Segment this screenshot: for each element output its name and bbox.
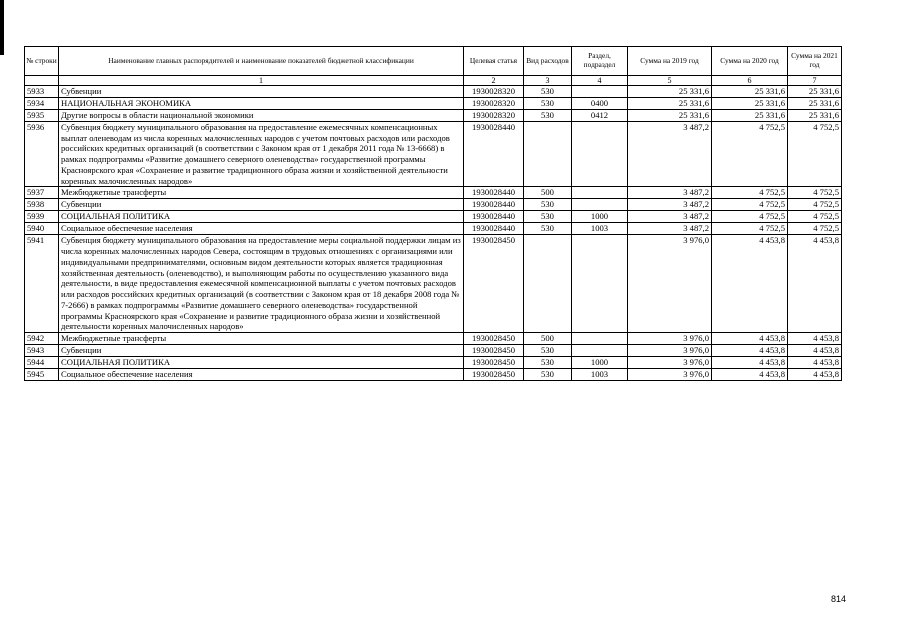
header-name: Наименование главных распорядителей и наименование показателей бюджетной классификации bbox=[59, 47, 464, 76]
row-section: 1003 bbox=[572, 223, 628, 235]
row-expense-kind bbox=[524, 122, 572, 187]
row-sum-2019: 3 487,2 bbox=[628, 122, 712, 187]
table-row bbox=[25, 333, 842, 345]
row-number: 5934 bbox=[25, 98, 59, 110]
row-sum-2020: 4 453,8 bbox=[712, 235, 788, 333]
row-number: 5939 bbox=[25, 211, 59, 223]
row-expense-kind: 530 bbox=[524, 86, 572, 98]
row-target-article: 1930028440 bbox=[464, 199, 524, 211]
row-sum-2020: 25 331,6 bbox=[712, 86, 788, 98]
row-name: Субвенция бюджету муниципального образования на предоставление ежемесячных компенсационных выплат оленеводам из числа коренных малочисленных народов с учетом почтовых расходов или расходов российских кредитных организаций (в соответствии с Законом края от 1 декабря 2011 года № 13-6668) в рамках подпрограммы «Развитие домашнего северного оленеводства» государственной программы Красноярского края «Сохранение и развитие традиционного образа жизни и хозяйственной деятельности коренных малочисленных народов» bbox=[59, 122, 464, 187]
row-sum-2021: 25 331,6 bbox=[788, 86, 842, 98]
row-sum-2019: 25 331,6 bbox=[628, 110, 712, 122]
column-number: 1 bbox=[59, 76, 464, 86]
table-header-row bbox=[25, 47, 842, 76]
row-target-article: 1930028450 bbox=[464, 369, 524, 381]
column-number: 3 bbox=[524, 76, 572, 86]
row-sum-2019: 3 976,0 bbox=[628, 333, 712, 345]
header-sum-2021: Сумма на 2021 год bbox=[788, 47, 842, 76]
row-sum-2019: 3 487,2 bbox=[628, 223, 712, 235]
row-sum-2019: 25 331,6 bbox=[628, 86, 712, 98]
table-row bbox=[25, 122, 842, 187]
row-number: 5942 bbox=[25, 333, 59, 345]
row-target-article: 1930028320 bbox=[464, 98, 524, 110]
row-sum-2021: 4 453,8 bbox=[788, 345, 842, 357]
table-row bbox=[25, 98, 842, 110]
row-section: 1000 bbox=[572, 357, 628, 369]
row-sum-2019: 3 487,2 bbox=[628, 199, 712, 211]
header-sum-2020: Сумма на 2020 год bbox=[712, 47, 788, 76]
header-target-article: Целевая статья bbox=[464, 47, 524, 76]
row-expense-kind: 530 bbox=[524, 357, 572, 369]
table-row bbox=[25, 369, 842, 381]
row-sum-2021: 4 453,8 bbox=[788, 235, 842, 333]
column-number: 4 bbox=[572, 76, 628, 86]
table-row bbox=[25, 86, 842, 98]
row-target-article: 1930028320 bbox=[464, 86, 524, 98]
row-name: Социальное обеспечение населения bbox=[59, 369, 464, 381]
row-sum-2020: 4 453,8 bbox=[712, 345, 788, 357]
page-number: 814 bbox=[831, 594, 847, 604]
row-number: 5943 bbox=[25, 345, 59, 357]
row-name: Субвенции bbox=[59, 199, 464, 211]
row-number: 5938 bbox=[25, 199, 59, 211]
row-name: Другие вопросы в области национальной экономики bbox=[59, 110, 464, 122]
row-section bbox=[572, 199, 628, 211]
table-row bbox=[25, 223, 842, 235]
row-section bbox=[572, 86, 628, 98]
row-sum-2020: 4 752,5 bbox=[712, 199, 788, 211]
row-sum-2020: 4 453,8 bbox=[712, 357, 788, 369]
table-row bbox=[25, 235, 842, 333]
row-expense-kind: 530 bbox=[524, 211, 572, 223]
row-sum-2019: 25 331,6 bbox=[628, 98, 712, 110]
row-name: Субвенция бюджету муниципального образования на предоставление меры социальной поддержки лицам из числа коренных малочисленных народов Севера, состоящим в трудовых отношениях с организациями или индивидуальными предпринимателями, основным видом деятельности которых является традиционная хозяйственная деятельность (оленеводство), и выполняющим работы по осуществлению указанного вида деятельности, в виде предоставления ежемесячной компенсационной выплаты с учетом почтовых расходов или расходов российских кредитных организаций (в соответствии с Законом края от 18 декабря 2008 года № 7-2666) в рамках подпрограммы «Развитие домашнего северного оленеводства» государственной программы Красноярского края «Сохранение и развитие традиционного образа жизни и хозяйственной деятельности коренных малочисленных народов» bbox=[59, 235, 464, 333]
row-name: НАЦИОНАЛЬНАЯ ЭКОНОМИКА bbox=[59, 98, 464, 110]
row-sum-2020: 4 752,5 bbox=[712, 122, 788, 187]
row-expense-kind: 530 bbox=[524, 110, 572, 122]
row-target-article: 1930028450 bbox=[464, 357, 524, 369]
row-sum-2019: 3 976,0 bbox=[628, 369, 712, 381]
row-sum-2021: 4 453,8 bbox=[788, 333, 842, 345]
row-name: Субвенции bbox=[59, 86, 464, 98]
row-number: 5944 bbox=[25, 357, 59, 369]
row-section bbox=[572, 122, 628, 187]
row-target-article: 1930028440 bbox=[464, 122, 524, 187]
row-sum-2021: 25 331,6 bbox=[788, 98, 842, 110]
row-number: 5935 bbox=[25, 110, 59, 122]
table-row bbox=[25, 110, 842, 122]
row-sum-2020: 4 752,5 bbox=[712, 187, 788, 199]
row-expense-kind bbox=[524, 235, 572, 333]
row-section bbox=[572, 235, 628, 333]
row-number: 5940 bbox=[25, 223, 59, 235]
row-section: 1003 bbox=[572, 369, 628, 381]
row-target-article: 1930028450 bbox=[464, 345, 524, 357]
row-number: 5933 bbox=[25, 86, 59, 98]
table-row bbox=[25, 357, 842, 369]
row-sum-2021: 25 331,6 bbox=[788, 110, 842, 122]
row-sum-2019: 3 487,2 bbox=[628, 187, 712, 199]
header-sum-2019: Сумма на 2019 год bbox=[628, 47, 712, 76]
row-name: Субвенции bbox=[59, 345, 464, 357]
column-number-row bbox=[25, 76, 842, 86]
table-row bbox=[25, 199, 842, 211]
row-target-article: 1930028320 bbox=[464, 110, 524, 122]
row-target-article: 1930028450 bbox=[464, 235, 524, 333]
row-sum-2019: 3 487,2 bbox=[628, 211, 712, 223]
row-expense-kind: 530 bbox=[524, 345, 572, 357]
column-number: 5 bbox=[628, 76, 712, 86]
scan-edge-mark bbox=[0, 0, 4, 55]
header-expense-kind: Вид расходов bbox=[524, 47, 572, 76]
row-section: 1000 bbox=[572, 211, 628, 223]
table-row bbox=[25, 187, 842, 199]
row-sum-2020: 4 453,8 bbox=[712, 369, 788, 381]
row-name: СОЦИАЛЬНАЯ ПОЛИТИКА bbox=[59, 357, 464, 369]
row-number: 5945 bbox=[25, 369, 59, 381]
row-expense-kind: 530 bbox=[524, 223, 572, 235]
row-sum-2021: 4 752,5 bbox=[788, 211, 842, 223]
row-target-article: 1930028440 bbox=[464, 187, 524, 199]
row-sum-2019: 3 976,0 bbox=[628, 345, 712, 357]
row-number: 5936 bbox=[25, 122, 59, 187]
row-name: СОЦИАЛЬНАЯ ПОЛИТИКА bbox=[59, 211, 464, 223]
table-row bbox=[25, 345, 842, 357]
row-sum-2021: 4 752,5 bbox=[788, 199, 842, 211]
row-sum-2019: 3 976,0 bbox=[628, 357, 712, 369]
row-sum-2020: 25 331,6 bbox=[712, 110, 788, 122]
row-sum-2020: 4 453,8 bbox=[712, 333, 788, 345]
column-number: 2 bbox=[464, 76, 524, 86]
row-sum-2020: 25 331,6 bbox=[712, 98, 788, 110]
row-expense-kind: 500 bbox=[524, 187, 572, 199]
row-expense-kind: 530 bbox=[524, 98, 572, 110]
row-sum-2021: 4 752,5 bbox=[788, 187, 842, 199]
column-number bbox=[25, 76, 59, 86]
row-sum-2021: 4 752,5 bbox=[788, 122, 842, 187]
row-target-article: 1930028450 bbox=[464, 333, 524, 345]
header-section: Раздел, подраздел bbox=[572, 47, 628, 76]
row-section bbox=[572, 333, 628, 345]
row-name: Межбюджетные трансферты bbox=[59, 187, 464, 199]
row-sum-2021: 4 453,8 bbox=[788, 369, 842, 381]
row-sum-2021: 4 453,8 bbox=[788, 357, 842, 369]
row-sum-2021: 4 752,5 bbox=[788, 223, 842, 235]
row-expense-kind: 530 bbox=[524, 369, 572, 381]
row-section bbox=[572, 345, 628, 357]
column-number: 6 bbox=[712, 76, 788, 86]
row-target-article: 1930028440 bbox=[464, 211, 524, 223]
row-number: 5937 bbox=[25, 187, 59, 199]
row-expense-kind: 530 bbox=[524, 199, 572, 211]
row-number: 5941 bbox=[25, 235, 59, 333]
row-expense-kind: 500 bbox=[524, 333, 572, 345]
table-row bbox=[25, 211, 842, 223]
column-number: 7 bbox=[788, 76, 842, 86]
budget-table bbox=[24, 46, 842, 381]
row-name: Межбюджетные трансферты bbox=[59, 333, 464, 345]
row-section: 0400 bbox=[572, 98, 628, 110]
row-sum-2020: 4 752,5 bbox=[712, 211, 788, 223]
row-sum-2019: 3 976,0 bbox=[628, 235, 712, 333]
header-row-number: № строки bbox=[25, 47, 59, 76]
row-section bbox=[572, 187, 628, 199]
row-section: 0412 bbox=[572, 110, 628, 122]
row-name: Социальное обеспечение населения bbox=[59, 223, 464, 235]
row-target-article: 1930028440 bbox=[464, 223, 524, 235]
row-sum-2020: 4 752,5 bbox=[712, 223, 788, 235]
